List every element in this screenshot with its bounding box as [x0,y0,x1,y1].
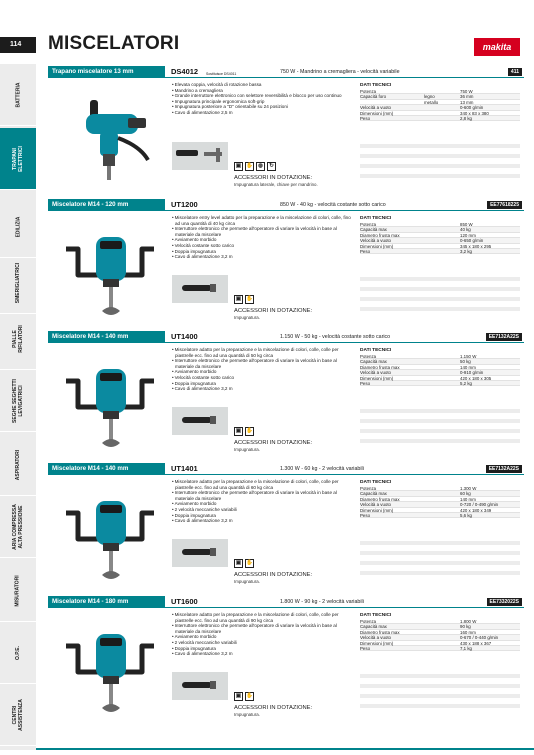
blank-line [360,684,520,688]
category-sidebar [0,64,36,750]
tech-specs-title: DATI TECNICI [360,216,392,221]
accessory-image [172,539,228,567]
tech-specs [360,216,520,254]
tech-value: 5,6 kg [460,512,472,518]
product-section [48,463,524,597]
tech-specs [360,480,520,518]
blank-table-lines [360,409,520,449]
feature-item: • Cavo di alimentazione 3,2 m [172,651,352,657]
feature-list [172,82,352,116]
tech-value: 1.300 W [460,486,477,491]
feature-item: • Cavo di alimentazione 3,2 m [172,254,352,260]
grip-icon: ✋ [246,560,253,566]
accessories-text: Impugnatura. [234,447,260,452]
tech-label: Dimensioni (mm) [360,243,394,249]
mixer-illustration [56,612,164,718]
tech-label: Diametro frusta max [360,364,400,370]
tech-value: 430 x 188 x 367 [460,640,492,646]
blank-table-lines [360,277,520,317]
grip-icon: ✋ [246,428,253,434]
feature-item: • Cavo di alimentazione 3,2 m [172,386,352,392]
tech-label: Potenza [360,354,377,359]
tech-value: 0-650 g/min [460,238,484,244]
speed-icon: ↻ [267,162,276,171]
blank-line [360,419,520,423]
product-header [48,66,524,78]
tech-label: Diametro frusta max [360,496,400,502]
tech-label: Velocità a vuoto [360,635,391,641]
feature-item: • Impugnatura principale ergonomica soft-grip [172,99,352,105]
tech-row [360,646,520,651]
grip-icon: ✋ [246,693,253,699]
product-section [48,331,524,465]
tech-value: 140 mm [460,364,476,370]
tech-value: 13 mm [460,99,474,105]
accessory-image [172,407,228,435]
page-title: MISCELATORI [48,33,180,54]
blank-line [360,674,520,678]
tech-specs [360,348,520,386]
feature-item: • 2 velocità meccaniche variabili [172,640,352,646]
box-icon: ▣ [235,428,242,434]
accessories-title: ACCESSORI IN DOTAZIONE: [234,175,313,181]
tech-label: Peso [360,380,371,386]
product-image [56,612,164,718]
tech-value: 36 mm [460,94,474,100]
feature-icons [234,692,254,701]
accessory-illustration [172,672,228,700]
tech-value: 40 kg [460,227,471,233]
tech-row [360,116,520,121]
product-header [48,463,524,475]
tech-row [360,513,520,518]
tech-label: Velocità a vuoto [360,370,391,376]
sidebar-tab-label: O.P.E. [15,645,21,660]
feature-icons [234,295,254,304]
sidebar-tab-6[interactable] [0,434,36,496]
blank-table-lines [360,144,520,184]
product-ean: EE77618225 [487,201,522,209]
product-name: Miscelatore M14 - 180 mm [48,596,165,608]
blank-line [360,297,520,301]
feature-item: • Velocità costante sotto carico [172,375,352,381]
product-header [48,596,524,608]
tech-value: 120 mm [460,232,476,238]
feature-item: • Doppia impugnatura [172,249,352,255]
tech-value: 420 x 180 x 305 [460,375,492,381]
blank-line [360,704,520,708]
blank-table-lines [360,541,520,581]
blank-line [360,164,520,168]
tech-row [360,381,520,386]
box-icon: ▣ [235,560,242,566]
footer-bar [36,748,534,750]
feature-list [172,215,352,260]
product-code: UT1600 [171,597,198,606]
tech-value: 0-720 / 0-490 g/min [460,502,499,508]
feature-item: • Mandrino a cremagliera [172,88,352,94]
product-code: DS4012 [171,67,199,76]
sidebar-tab-label: SEGHE SEGHETTI LEVIGATRICI [12,378,24,423]
feature-item: • Grande interruttore elettronico con selettore reversibilità e blocco per uso continuo [172,93,352,99]
accessory-image [172,672,228,700]
product-image [56,479,164,585]
feature-item: • Avviamento morbido [172,369,352,375]
grip-icon: ✋ [246,163,253,169]
tech-label: Dimensioni (mm) [360,640,394,646]
sidebar-tab-label: BATTERIA [15,82,21,107]
feature-item: • Miscelatore adatto per la preparazione e la miscelazione di colori, colle, colle per piastrelle ecc. fino ad una quantità di 50 kg circa [172,347,352,358]
feature-list [172,347,352,392]
tech-specs-title: DATI TECNICI [360,83,392,88]
feature-list [172,612,352,657]
blank-line [360,429,520,433]
tech-label: Velocità a vuoto [360,105,391,111]
tech-value: 1.150 W [460,354,477,359]
box-icon: ▣ [235,296,242,302]
feature-item: • Elevata coppia, velocità di rotazione bassa [172,82,352,88]
feature-item: • Interruttore elettronico che permette all'operatore di variare la velocità in base al materiale da miscelare [172,226,352,237]
accessories-title: ACCESSORI IN DOTAZIONE: [234,705,313,711]
blank-line [360,561,520,565]
accessories-text: Impugnatura laterale, chiave per mandrino. [234,182,318,187]
blank-table-lines [360,674,520,714]
feature-item: • Avviamento morbido [172,237,352,243]
product-code: UT1401 [171,464,198,473]
product-ean: EE7332022S [487,598,522,606]
feature-list [172,479,352,524]
feature-icons [234,559,254,568]
tech-row [360,249,520,254]
tech-specs-title: DATI TECNICI [360,613,392,618]
sidebar-tab-3[interactable] [0,252,36,314]
sidebar-tab-label: CENTRI ASSISTENZA [11,698,24,731]
feature-item: • Miscelatore adatto per la preparazione e la miscelazione di colori, colle, colle per piastrelle ecc. fino ad una quantità di 60 kg circa [172,479,352,490]
product-description: 850 W - 40 kg - velocità costante sotto carico [280,202,386,208]
tech-value: 1.800 W [460,619,477,624]
feature-item: • Impugnatura posteriore a "D" orientabile su 24 posizioni [172,104,352,110]
tech-value: 50 kg [460,359,471,365]
tech-value: 345 x 180 x 295 [460,243,492,249]
feature-item: • Cavo di alimentazione 3,2 m [172,518,352,524]
tech-label: Dimensioni (mm) [360,375,394,381]
feature-item: • Miscelatore adatto per la preparazione e la miscelazione di colori, colle, colle per piastrelle ecc. fino ad una quantità di 90 kg circa [172,612,352,623]
product-code: UT1400 [171,332,198,341]
tech-specs-title: DATI TECNICI [360,480,392,485]
tech-value: 5,2 kg [460,380,472,386]
tech-value: 7,1 kg [460,645,472,651]
tech-label: Capacità max [360,491,387,497]
accessory-image [172,275,228,303]
product-ean: 411 [508,68,522,76]
box-icon: ▣ [235,693,242,699]
sidebar-tab-5[interactable] [0,370,36,432]
tech-label: Capacità foro [360,94,387,100]
tech-label: Potenza [360,619,377,624]
product-ean: EE7132A22S [486,333,522,341]
accessory-illustration [172,407,228,435]
sidebar-tab-9[interactable] [0,622,36,684]
accessories-title: ACCESSORI IN DOTAZIONE: [234,572,313,578]
tech-value: 340 x 83 x 380 [460,110,489,116]
product-image [56,82,164,188]
tech-label: Velocità a vuoto [360,502,391,508]
sidebar-tab-2[interactable] [0,196,36,258]
blank-line [360,307,520,311]
tech-value: 2,8 kg [460,115,472,121]
feature-item: • Cavo di alimentazione 2,5 m [172,110,352,116]
feature-item: • Interruttore elettronico che permette all'operatore di variare la velocità in base al materiale da miscelare [172,623,352,634]
grip-icon: ✋ [246,296,253,302]
tech-label: Dimensioni (mm) [360,110,394,116]
blank-line [360,694,520,698]
blank-line [360,541,520,545]
product-code-note: Sostituisce DS4011 [206,72,237,76]
sidebar-tab-label: TRAPANI ELETTRICI [12,145,24,172]
tech-value: 60 kg [460,491,471,497]
product-description: 1.800 W - 90 kg - 2 velocità variabili [280,599,364,605]
mixer-illustration [56,215,164,321]
sidebar-tab-label: ASPIRATORI [15,449,21,480]
product-section [48,199,524,333]
accessory-illustration [172,539,228,567]
tech-value: 850 W [460,222,473,227]
feature-item: • Interruttore elettronico che permette all'operatore di variare la velocità in base al materiale da miscelare [172,358,352,369]
blank-line [360,571,520,575]
tech-sublabel: metallo [424,99,439,105]
tech-value: 0-670 / 0-440 g/min [460,635,499,641]
feature-item: • Avviamento morbido [172,634,352,640]
brand-logo: makita [474,38,520,56]
sidebar-tab-label: MISURATORI [15,574,21,607]
feature-icons [234,162,276,171]
feature-item: • Avviamento morbido [172,501,352,507]
tech-label: Velocità a vuoto [360,238,391,244]
accessories-title: ACCESSORI IN DOTAZIONE: [234,440,313,446]
tech-value: 3,2 kg [460,248,472,254]
sidebar-tab-label: SMERIGLIATRICI [15,262,21,303]
tech-value: 420 x 180 x 349 [460,507,492,513]
tech-sublabel: legno [424,94,435,100]
accessory-image [172,142,228,170]
product-name: Miscelatore M14 - 140 mm [48,463,165,475]
blank-line [360,154,520,158]
feature-item: • Velocità costante sotto carico [172,243,352,249]
tech-specs-title: DATI TECNICI [360,348,392,353]
mixer-illustration [56,347,164,453]
accessories-title: ACCESSORI IN DOTAZIONE: [234,308,313,314]
product-header [48,199,524,211]
feature-item: • Doppia impugnatura [172,646,352,652]
tech-value: 0-910 g/min [460,370,484,376]
sidebar-tab-label: ARIA COMPRESSA ALTA PRESSIONE [12,503,24,550]
drill-illustration [56,82,164,188]
blank-line [360,277,520,281]
tech-value: 140 mm [460,496,476,502]
product-section [48,66,524,200]
product-name: Miscelatore M14 - 120 mm [48,199,165,211]
product-ean: EE7132A22S [486,465,522,473]
product-section [48,596,524,730]
tech-specs [360,613,520,651]
soft-start-icon: ◍ [256,162,265,171]
sidebar-tab-label: PIALLE RIFILATORI [12,324,24,353]
feature-item: • 2 velocità meccaniche variabili [172,507,352,513]
tech-label: Potenza [360,486,377,491]
sidebar-tab-4[interactable] [0,308,36,370]
tech-label: Peso [360,115,371,121]
sidebar-tab-label: EDILIZIA [15,216,21,237]
page-header [0,30,534,60]
blank-line [360,287,520,291]
tech-label: Capacità max [360,227,387,233]
sidebar-tab-0[interactable] [0,64,36,126]
accessories-text: Impugnatura. [234,315,260,320]
tech-label: Potenza [360,89,377,94]
feature-icons [234,427,254,436]
sidebar-tab-8[interactable] [0,560,36,622]
feature-item: • Interruttore elettronico che permette all'operatore di variare la velocità in base al materiale da miscelare [172,490,352,501]
feature-item: • Doppia impugnatura [172,513,352,519]
tech-value: 90 kg [460,624,471,630]
product-header [48,331,524,343]
tech-label: Diametro frusta max [360,629,400,635]
tech-value: 160 mm [460,629,476,635]
accessories-text: Impugnatura. [234,579,260,584]
blank-line [360,174,520,178]
product-name: Trapano miscelatore 13 mm [48,66,165,78]
blank-line [360,551,520,555]
tech-specs [360,83,520,121]
accessory-illustration [172,275,228,303]
sidebar-tab-1[interactable] [0,128,36,190]
blank-line [360,144,520,148]
feature-item: • Miscelatore entry level adatto per la preparazione e la miscelazione di colori, colle, fino ad una quantità di 40 kg circa [172,215,352,226]
sidebar-tab-10[interactable] [0,684,36,746]
product-description: 1.300 W - 60 kg - 2 velocità variabili [280,466,364,472]
tech-label: Peso [360,512,371,518]
sidebar-tab-7[interactable] [0,496,36,558]
blank-line [360,439,520,443]
tech-label: Peso [360,248,371,254]
tech-label: Capacità max [360,624,387,630]
product-image [56,215,164,321]
product-description: 1.150 W - 50 kg - velocità costante sotto carico [280,334,391,340]
tech-label: Peso [360,645,371,651]
tech-label: Diametro frusta max [360,232,400,238]
tech-value: 0-600 g/min [460,105,484,111]
tech-label: Dimensioni (mm) [360,507,394,513]
tech-label: Potenza [360,222,377,227]
accessory-illustration [172,142,228,170]
blank-line [360,409,520,413]
accessories-text: Impugnatura. [234,712,260,717]
tech-label: Capacità max [360,359,387,365]
box-icon: ▣ [235,163,242,169]
tech-value: 750 W [460,89,473,94]
product-image [56,347,164,453]
feature-item: • Doppia impugnatura [172,381,352,387]
product-code: UT1200 [171,200,198,209]
product-name: Miscelatore M14 - 140 mm [48,331,165,343]
page-number: 114 [0,37,36,53]
mixer-illustration [56,479,164,585]
product-description: 750 W - Mandrino a cremagliera - velocità variabile [280,69,400,75]
